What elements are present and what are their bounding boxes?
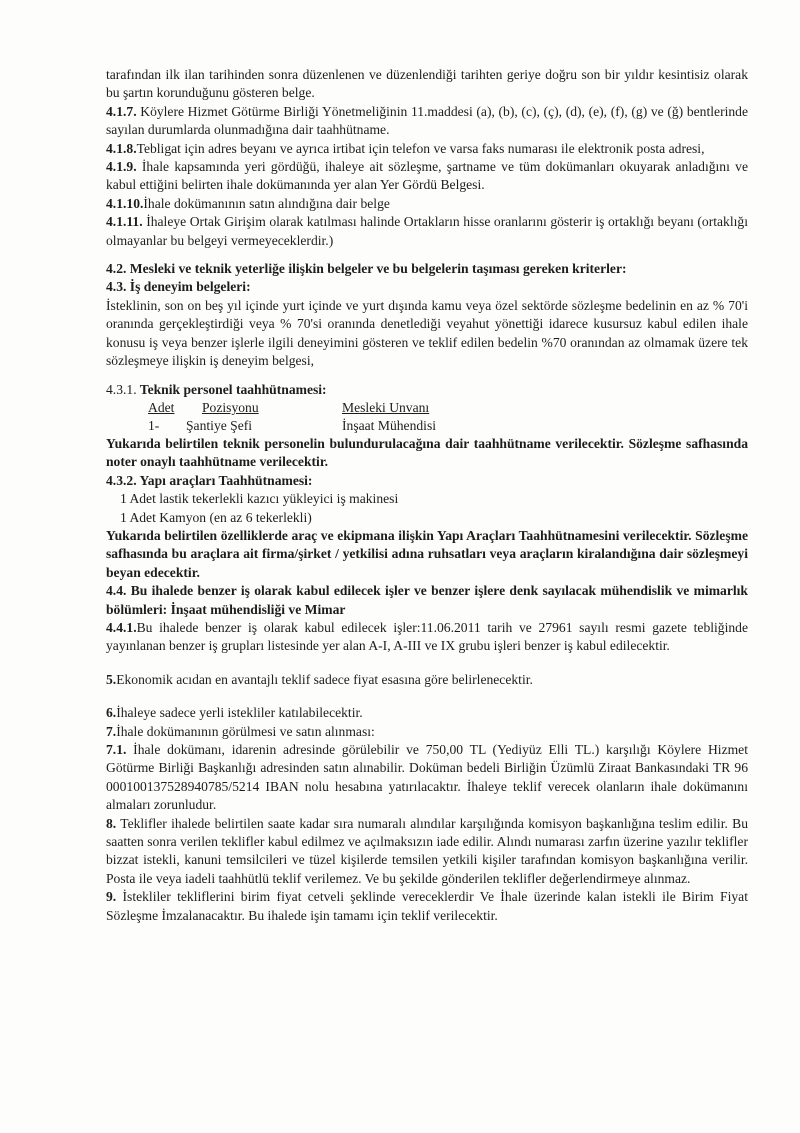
table-cell: 1- — [148, 417, 160, 433]
item-number: 4.1.9. — [106, 159, 137, 175]
item-text: İhale dokümanı, idarenin adresinde görülebilir ve 750,00 TL (Yediyüz Elli TL.) karşılığı Köylere Hizmet Götürme Birliği Başkanlığı adresinden satın alınabilir. Doküman bedeli Birliğin Üzümlü Ziraat Bankasındaki TR 96 000100137528940785/5214 IBAN nolu hesabına yatırılacaktır. İhaleye teklif verecek olanların ihale dokümanını almaları zorunludur. — [106, 742, 748, 813]
item-text: Köylere Hizmet Götürme Birliği Yönetmeliğinin 11.maddesi (a), (b), (c), (ç), (d), (e), (f), (g) ve (ğ) bentlerinde sayılan durumlarda olunmadığına dair taahhütname. — [106, 103, 748, 138]
item-text: Ekonomik acıdan en avantajlı teklif sadece fiyat esasına göre belirlenecektir. — [116, 671, 533, 687]
item-text: İhaleye Ortak Girişim olarak katılması halinde Ortakların hisse oranlarını gösterir iş ortaklığı beyanı (ortaklığı olmayanlar bu belgeyi vermeyeceklerdir.) — [106, 214, 748, 248]
item-number: 4.4.1. — [106, 619, 137, 635]
item-4-1-11 — [106, 213, 748, 250]
paragraph-vehicle-note: Yukarıda belirtilen özelliklerde araç ve ekipmana ilişkin Yapı Araçları Taahhütnamesini verilecektir. Sözleşme safhasında bu araçlara ait firma/şirket / yetkilisi adına ruhsatları veya araçların kiralandığına dair sözleşmeyi beyan edecektir. — [106, 527, 748, 580]
item-number: 8. — [106, 815, 117, 831]
list-item: 1 Adet Kamyon (en az 6 tekerlekli) — [120, 509, 312, 525]
item-number: 7.1. — [106, 742, 127, 757]
paragraph-continuation: tarafından ilk ilan tarihinden sonra düzenlenen ve düzenlendiği tarihten geriye doğru son bir yıldır kesintisiz olarak bu şartın korunduğunu gösteren belge. — [106, 67, 748, 101]
item-4-1-10 — [106, 195, 748, 213]
heading-4-3-2: 4.3.2. Yapı araçları Taahhütnamesi: — [106, 472, 313, 488]
item-number: 5. — [106, 671, 117, 687]
table-header: Pozisyonu — [202, 399, 259, 415]
item-text: İhaleye sadece yerli istekliler katılabilecektir. — [116, 705, 363, 721]
item-text: Tebligat için adres beyanı ve ayrıca irtibat için telefon ve varsa faks numarası ile elektronik posta adresi, — [136, 140, 705, 156]
paragraph-experience: İsteklinin, son on beş yıl içinde yurt içinde ve yurt dışında kamu veya özel sektörde sözleşme bedelinin en az % 70'i oranında gerçekleştirdiği veya % 70'si oranında denetlediği veyahut yönettiği idarece kusursuz kabul edilen ihale konusu iş veya benzer işlerle ilgili deneyimini gösteren ve teklif edilen bedelin %70 oranından az olmamak üzere tek sözleşmeye ilişkin iş deneyim belgesi, — [106, 297, 748, 369]
heading-4-4: 4.4. Bu ihalede benzer iş olarak kabul edilecek işler ve benzer işlere denk sayılacak mühendislik ve mimarlık bölümleri: İnşaat mühendisliği ve Mimar — [106, 583, 748, 617]
item-9 — [106, 888, 748, 925]
heading-4-3: 4.3. İş deneyim belgeleri: — [106, 279, 251, 295]
table-cell: Şantiye Şefi — [186, 417, 253, 433]
heading-4-3-1 — [106, 381, 748, 399]
item-text: Bu ihalede benzer iş olarak kabul edilecek işler:11.06.2011 tarih ve 27961 sayılı resmi gazete tebliğinde yayınlanan benzer iş grupları listesinde yer alan A-I, A-III ve IX grubu işleri benzer iş kabul edilecektir. — [106, 619, 748, 654]
item-number: 6. — [106, 705, 117, 721]
personnel-table — [106, 399, 748, 435]
item-text: İhale kapsamında yeri gördüğü, ihaleye ait sözleşme, şartname ve tüm dokümanları okuyarak anladığını ve kabul ettiğini belirten ihale dokümanında yer alan Yer Gördü Belgesi. — [106, 159, 748, 193]
item-4-4-1 — [106, 619, 748, 656]
item-number: 4.1.7. — [106, 103, 137, 119]
item-6 — [106, 704, 748, 722]
paragraph-personnel-note: Yukarıda belirtilen teknik personelin bulundurulacağına dair taahhütname verilecektir. Sözleşme safhasında noter onaylı taahhütname verilecektir. — [106, 435, 748, 470]
table-header: Adet — [148, 399, 175, 415]
item-7-1 — [106, 741, 748, 815]
heading-4-2: 4.2. Mesleki ve teknik yeterliğe ilişkin belgeler ve bu belgelerin taşıması gereken kriterler: — [106, 261, 627, 277]
item-text: Teknik personel taahhütnamesi: — [136, 381, 327, 397]
item-8 — [106, 815, 748, 889]
item-number: 4.1.11. — [106, 214, 143, 230]
item-7 — [106, 723, 748, 741]
table-cell: İnşaat Mühendisi — [342, 417, 437, 433]
item-text: Teklifler ihalede belirtilen saate kadar sıra numaralı alındılar karşılığında komisyon başkanlığına teslim edilir. Bu saatten sonra verilen teklifler kabul edilmez ve açılmaksızın iade edilir. Alındı numarası zarfın üzerine yazılır teklifler bizzat istekli, kanuni temsilcileri ve tüzel kişilerde temsilen yetkili kişiler tarafından komisyon başkanlığına verilir. Posta ile veya iadeli taahhütlü teklif verilemez. Ve bu şekilde gönderilen teklifler değerlendirmeye alınmaz. — [106, 815, 748, 886]
item-text: İhale dokümanının görülmesi ve satın alınması: — [116, 723, 375, 739]
item-number: 9. — [106, 889, 117, 905]
item-4-1-9 — [106, 158, 748, 195]
item-number: 4.3.1. — [106, 381, 137, 397]
item-4-1-7 — [106, 103, 748, 140]
item-number: 7. — [106, 723, 117, 739]
item-4-1-8 — [106, 140, 748, 158]
item-number: 4.1.8. — [106, 140, 137, 156]
item-text: İstekliler tekliflerini birim fiyat cetveli şeklinde vereceklerdir Ve İhale üzerinde kalan istekli ile Birim Fiyat Sözleşme İmzalanacaktır. Bu ihalede işin tamamı için teklif verilecektir. — [106, 889, 748, 923]
item-number: 4.1.10. — [106, 195, 144, 211]
table-header: Mesleki Unvanı — [342, 399, 430, 415]
list-item: 1 Adet lastik tekerlekli kazıcı yükleyici iş makinesi — [120, 491, 399, 507]
item-5 — [106, 671, 748, 689]
item-text: İhale dokümanının satın alındığına dair belge — [143, 195, 390, 211]
